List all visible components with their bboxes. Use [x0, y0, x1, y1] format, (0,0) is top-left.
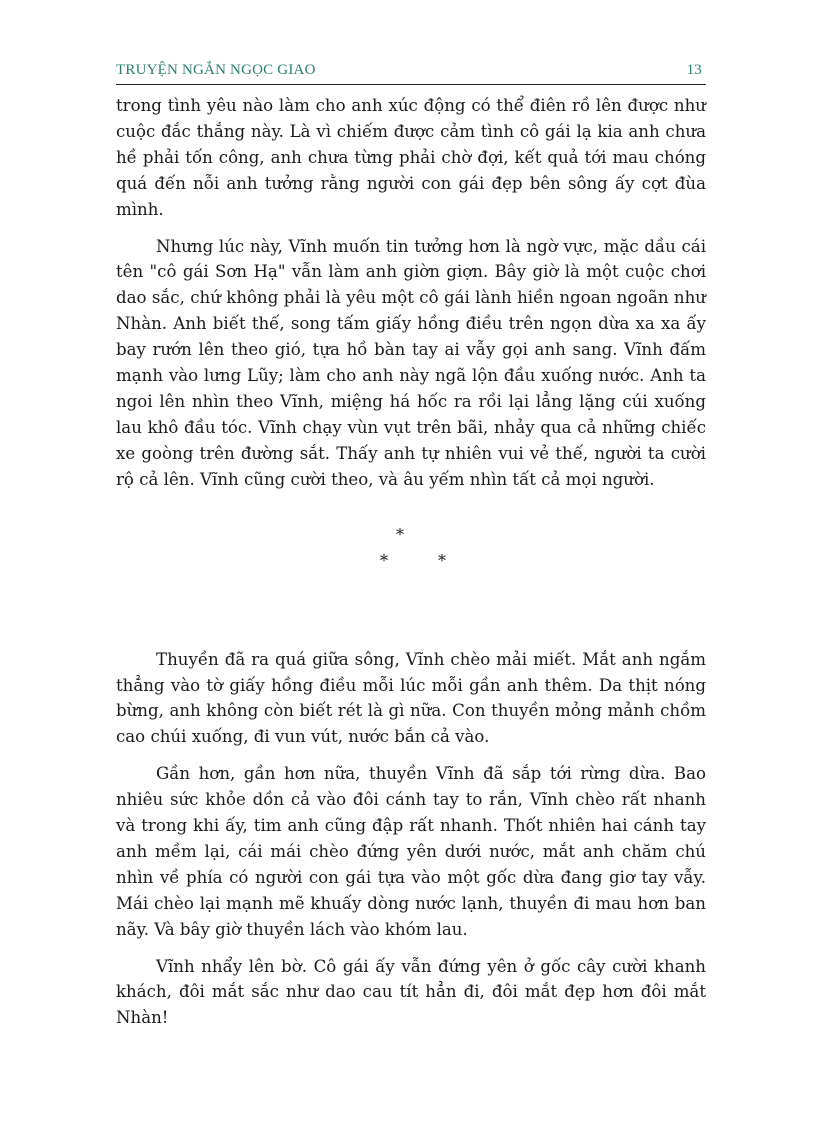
paragraph-continued: trong tình yêu nào làm cho anh xúc động có thể điên rồ lên được như cuộc đắc thắng này. Là vì chiếm được cảm tình cô gái lạ kia anh chưa hề phải tốn công, anh chưa từng phải chờ đợi, kết quả tới mau chóng quá đến nỗi anh tưởng rằng người con gái đẹp bên sông ấy cợt đùa mình.	[116, 96, 706, 219]
asterism-star: *	[396, 524, 404, 544]
page-number: 13	[686, 62, 702, 78]
asterism-star: *	[380, 550, 388, 570]
paragraph: Vĩnh nhẩy lên bờ. Cô gái ấy vẫn đứng yên ở gốc cây cười khanh khách, đôi mắt sắc như dao cau tít hẳn đi, đôi mắt đẹp hơn đôi mắt Nhàn!	[116, 956, 706, 1028]
paragraph: Gần hơn, gần hơn nữa, thuyền Vĩnh đã sắp tới rừng dừa. Bao nhiêu sức khỏe dồn cả vào đôi cánh tay to rắn, Vĩnh chèo rất nhanh và trong khi ấy, tim anh cũng đập rất nhanh. Thốt nhiên hai cánh tay anh mềm lại, cái mái chèo đứng yên dưới nước, mắt anh chăm chú nhìn về phía có người con gái tựa vào một gốc dừa đang giơ tay vẫy. Mái chèo lại mạnh mẽ khuấy dòng nước lạnh, thuyền đi mau hơn ban nãy. Và bây giờ thuyền lách vào khóm lau.	[116, 764, 706, 939]
running-title: TRUYỆN NGẮN NGỌC GIAO	[116, 62, 316, 78]
paragraph: Thuyền đã ra quá giữa sông, Vĩnh chèo mải miết. Mắt anh ngắm thẳng vào tờ giấy hồng điều mỗi lúc mỗi gần anh thêm. Da thịt nóng bừng, anh không còn biết rét là gì nữa. Con thuyền mỏng mảnh chồm cao chúi xuống, đi vun vút, nước bắn cả vào.	[116, 649, 706, 747]
paragraph: Nhưng lúc này, Vĩnh muốn tin tưởng hơn là ngờ vực, mặc dầu cái tên "cô gái Sơn Hạ" vẫn làm anh giờn giợn. Bây giờ là một cuộc chơi dao sắc, chứ không phải là yêu một cô gái lành hiền ngoan ngoãn như Nhàn. Anh biết thế, song tấm giấy hồng điều trên ngọn dừa xa xa ấy bay rướn lên theo gió, tựa hồ bàn tay ai vẫy gọi anh sang. Vĩnh đấm mạnh vào lưng Lũy; làm cho anh này ngã lộn đầu xuống nước. Anh ta ngoi lên nhìn theo Vĩnh, miệng há hốc ra rồi lại lẳng lặng cúi xuống lau khô đầu tóc. Vĩnh chạy vùn vụt trên bãi, nhảy qua cả những chiếc xe goòng trên đường sắt. Thấy anh tự nhiên vui vẻ thế, người ta cười rộ cả lên. Vĩnh cũng cười theo, và âu yếm nhìn tất cả mọi người.	[116, 236, 706, 489]
section-break	[116, 524, 706, 647]
page-body	[116, 93, 706, 1042]
asterism-star: *	[438, 550, 446, 570]
page-header	[116, 62, 706, 85]
